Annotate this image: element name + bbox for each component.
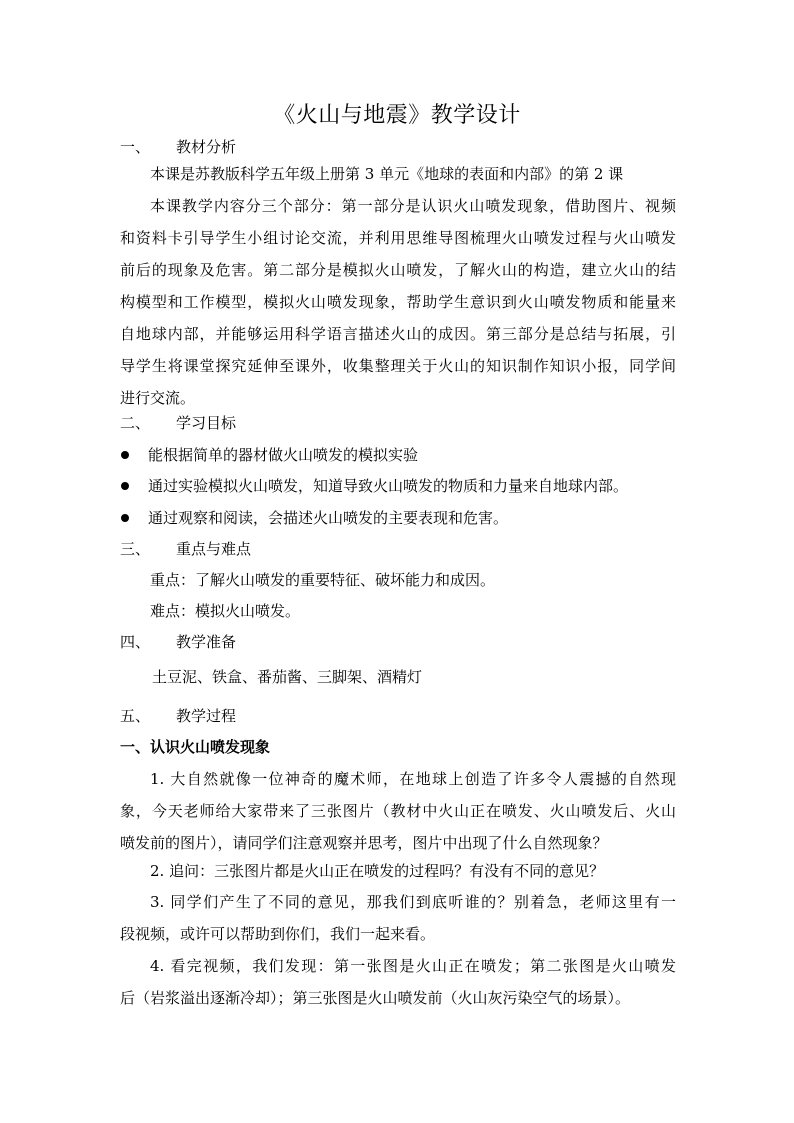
objective-item: 能根据简单的器材做火山喷发的模拟实验 <box>148 446 419 464</box>
section-heading-2 <box>0 413 794 433</box>
subsection-heading: 一、认识火山喷发现象 <box>120 738 271 756</box>
paragraph-line: 自地球内部，并能够运用科学语言描述火山的成因。第三部分是总结与拓展，引 <box>120 325 676 343</box>
paragraph-line: 本课教学内容分三个部分：第一部分是认识火山喷发现象，借助图片、视频 <box>150 197 676 215</box>
paragraph-line: 喷发前的图片），请同学们注意观察并思考，图片中出现了什么自然现象？ <box>120 834 608 852</box>
process-step-2: 2. 追问：三张图片都是火山正在喷发的过程吗？有没有不同的意见？ <box>150 862 605 880</box>
paragraph-line: 1. 大自然就像一位神奇的魔术师，在地球上创造了许多令人震撼的自然现 <box>150 770 676 788</box>
section-label: 教学过程 <box>176 707 237 725</box>
bullet-dot-icon <box>121 451 129 459</box>
section-heading-4 <box>0 632 794 652</box>
process-step-4 <box>120 950 676 1014</box>
content-analysis-paragraph <box>120 190 676 414</box>
objective-item: 通过观察和阅读，会描述火山喷发的主要表现和危害。 <box>148 509 509 527</box>
paragraph-line: 段视频，或许可以帮助到你们，我们一起来看。 <box>120 925 436 943</box>
paragraph-line: 导学生将课堂探究延伸至课外，收集整理关于火山的知识制作知识小报，同学间 <box>120 357 676 375</box>
paragraph-line: 前后的现象及危害。第二部分是模拟火山喷发，了解火山的构造，建立火山的结 <box>120 261 676 279</box>
materials-list: 土豆泥、铁盒、番茄酱、三脚架、酒精灯 <box>152 668 423 686</box>
section-number: 四、 <box>120 633 151 651</box>
section-number: 五、 <box>120 707 151 725</box>
section-number: 三、 <box>120 540 151 558</box>
section-label: 教学准备 <box>176 633 237 651</box>
section-heading-3 <box>0 539 794 559</box>
section-heading-5 <box>0 706 794 726</box>
difficulty-text: 难点：模拟火山喷发。 <box>150 602 301 620</box>
paragraph-line: 和资料卡引导学生小组讨论交流，并利用思维导图梳理火山喷发过程与火山喷发 <box>120 229 676 247</box>
paragraph-line: 3. 同学们产生了不同的意见，那我们到底听谁的？别着急，老师这里有一 <box>150 893 676 911</box>
bullet-dot-icon <box>121 514 129 522</box>
objective-item: 通过实验模拟火山喷发，知道导致火山喷发的物质和力量来自地球内部。 <box>148 477 629 495</box>
key-point-text: 重点：了解火山喷发的重要特征、破坏能力和成因。 <box>150 571 496 589</box>
process-step-1 <box>120 763 676 859</box>
document-title: 《火山与地震》教学设计 <box>273 103 521 128</box>
paragraph-line: 后（岩浆溢出逐渐冷却）；第三张图是火山喷发前（火山灰污染空气的场景）。 <box>120 989 631 1007</box>
paragraph-line: 构模型和工作模型，模拟火山喷发现象，帮助学生意识到火山喷发物质和能量来 <box>120 293 676 311</box>
paragraph-line: 象，今天老师给大家带来了三张图片（教材中火山正在喷发、火山喷发后、火山 <box>120 802 676 820</box>
section-label: 重点与难点 <box>176 540 252 558</box>
section-number: 一、 <box>120 138 151 156</box>
paragraph-line: 进行交流。 <box>120 389 196 407</box>
section-number: 二、 <box>120 414 151 432</box>
section-label: 学习目标 <box>176 414 237 432</box>
bullet-dot-icon <box>121 482 129 490</box>
course-intro-text: 本课是苏教版科学五年级上册第 3 单元《地球的表面和内部》的第 2 课 <box>150 165 624 183</box>
process-step-3 <box>120 886 676 950</box>
paragraph-line: 4. 看完视频，我们发现：第一张图是火山正在喷发；第二张图是火山喷发 <box>150 957 676 975</box>
section-label: 教材分析 <box>176 138 237 156</box>
section-heading-1 <box>0 137 794 157</box>
